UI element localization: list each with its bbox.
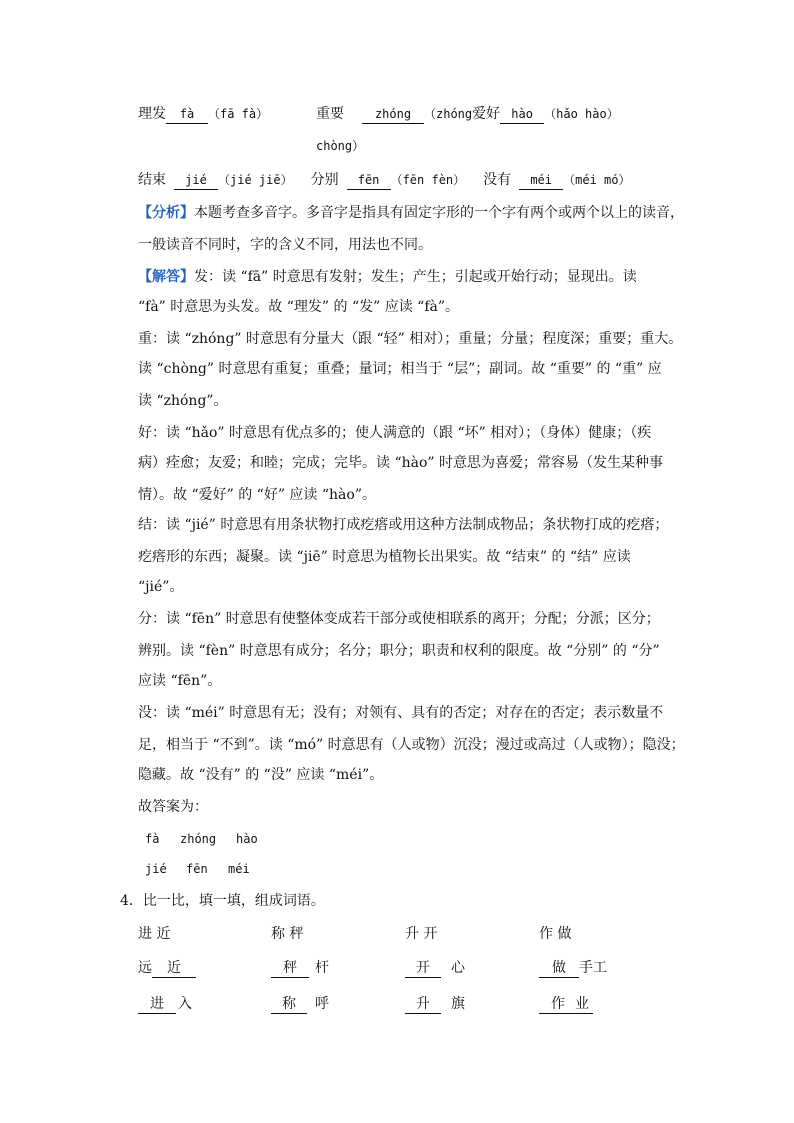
- answer-line: 重：读 “zhóng” 时意思有分量大（跟 “轻” 相对）；重量；分量；程度深；重要；重大。: [138, 331, 683, 347]
- answer-line: 读 “zhóng”。: [138, 393, 228, 409]
- row2: [138, 170, 631, 190]
- analysis-line-2: 一般读音不同时，字的含义不同，用法也不同。: [138, 237, 432, 253]
- options-fa: （fā fà）: [208, 107, 269, 121]
- word-fenbie: 分别: [310, 172, 339, 188]
- answer-line-1: 【解答】发：读 “fā” 时意思有发射；发生；产生；引起或开始行动；显现出。读: [138, 269, 637, 285]
- answer-blank-zhong: zhóng: [362, 105, 424, 124]
- answer-line: 结：读 “jié” 时意思有用条状物打成疙瘩或用这种方法制成物品；条状物打成的疙瘩；: [138, 517, 669, 533]
- conclusion-r1-0: fà: [145, 832, 160, 846]
- options-jie: （jié jiē）: [218, 173, 293, 187]
- answer-line: 没：读 “méi” 时意思有无；没有；对领有、具有的否定；对存在的否定；表示数量不: [138, 705, 664, 721]
- answer-line: 好：读 “hǎo” 时意思有优点多的；使人满意的（跟 “坏” 相对）；（身体）健康；（疾: [138, 425, 652, 441]
- conclusion-r1-1: zhóng: [180, 832, 217, 846]
- answer-line: 读 “chòng” 时意思有重复；重叠；量词；相当于 “层”；副词。故 “重要” 的 “重” 应: [138, 361, 662, 377]
- conclusion-label: 故答案为：: [138, 799, 208, 815]
- answer-line: 隐藏。故 “没有” 的 “没” 应读 “méi”。: [138, 767, 384, 783]
- conclusion-r2-0: jié: [145, 862, 167, 876]
- q4-pair-2: 升 开: [405, 926, 438, 942]
- q4-pair-1: 称 秤: [271, 926, 304, 942]
- word-zhongyao: 重要: [316, 106, 344, 122]
- q4-r1-3: 做 手工: [539, 958, 607, 978]
- answer-blank-fa: fà: [166, 105, 208, 124]
- answer-line: 疙瘩形的东西；凝聚。读 “jiē” 时意思为植物长出果实。故 “结束” 的 “结” 应读: [138, 549, 631, 565]
- conclusion-r2-1: fēn: [186, 862, 208, 876]
- options-zhong-a: （zhóng: [424, 107, 473, 121]
- word-meiyou: 没有: [483, 172, 512, 188]
- q4-blank: 近: [152, 959, 196, 978]
- answer-blank-fen: fēn: [347, 171, 391, 190]
- answer-line: “jié”。: [138, 579, 184, 595]
- word-aihao: 爱好: [472, 106, 501, 122]
- q4-pair-3: 作 做: [539, 926, 572, 942]
- answer-line: 分：读 “fēn” 时意思有使整体变成若干部分或使相联系的离开；分配；分派；区分；: [138, 611, 660, 627]
- q4-blank: 进: [138, 995, 176, 1014]
- answer-blank-hao: hào: [500, 105, 544, 124]
- q4-r2-3: [539, 994, 593, 1014]
- q4-blank: 开: [405, 959, 441, 978]
- conclusion-r2-2: méi: [228, 862, 250, 876]
- q4-r1-0: 远 近: [138, 958, 196, 978]
- answer-line: 情）。故 “爱好” 的 “好” 应读 “hào”。: [138, 487, 376, 503]
- answer-tag: 【解答】: [138, 269, 194, 285]
- row1: [138, 104, 268, 124]
- answer-line: 病）痊愈；友爱；和睦；完成；完毕。读 “hào” 时意思为喜爱；常容易（发生某种事: [138, 455, 664, 471]
- q4-blank: 秤: [271, 959, 309, 978]
- options-hao: （hǎo hào）: [544, 107, 619, 121]
- row1-zhongyao: [316, 104, 619, 124]
- answer-blank-jie: jié: [174, 171, 218, 190]
- q4-title: 4．比一比，填一填，组成词语。: [120, 893, 325, 909]
- options-zhong-b: chòng）: [316, 139, 365, 153]
- q4-blank: 升: [405, 995, 441, 1014]
- q4-blank: 作 业: [539, 995, 593, 1014]
- word-jieshu: 结束: [138, 172, 166, 188]
- q4-r1-1: 秤 杆: [271, 958, 329, 978]
- answer-blank-mei: méi: [519, 171, 563, 190]
- q4-r2-2: 升 旗: [405, 994, 465, 1014]
- word-lifa: 理发: [138, 106, 166, 122]
- answer-line: 辨别。读 “fèn” 时意思有成分；名分；职分；职责和权利的限度。故 “分别” 的 “分”: [138, 643, 660, 659]
- answer-line: 应读 “fēn”。: [138, 673, 222, 689]
- answer-line: “fà” 时意思为头发。故 “理发” 的 “发” 应读 “fà”。: [138, 299, 460, 315]
- q4-blank: 做: [539, 959, 579, 978]
- analysis-line-1: 【分析】本题考查多音字。多音字是指具有固定字形的一个字有两个或两个以上的读音，: [138, 205, 684, 221]
- q4-r2-0: 进 入: [138, 994, 192, 1014]
- analysis-tag: 【分析】: [138, 205, 194, 221]
- options-mei: （méi mó）: [563, 173, 631, 187]
- answer-line: 足，相当于 “不到”。读 “mó” 时意思有（人或物）沉没；漫过或高过（人或物）；隐没；: [138, 737, 685, 753]
- options-fen: （fēn fèn）: [390, 173, 466, 187]
- q4-r2-1: 称 呼: [271, 994, 329, 1014]
- conclusion-r1-2: hào: [236, 832, 258, 846]
- q4-r1-2: 开 心: [405, 958, 465, 978]
- q4-blank: 称: [271, 995, 307, 1014]
- q4-pair-0: 进 近: [138, 926, 171, 942]
